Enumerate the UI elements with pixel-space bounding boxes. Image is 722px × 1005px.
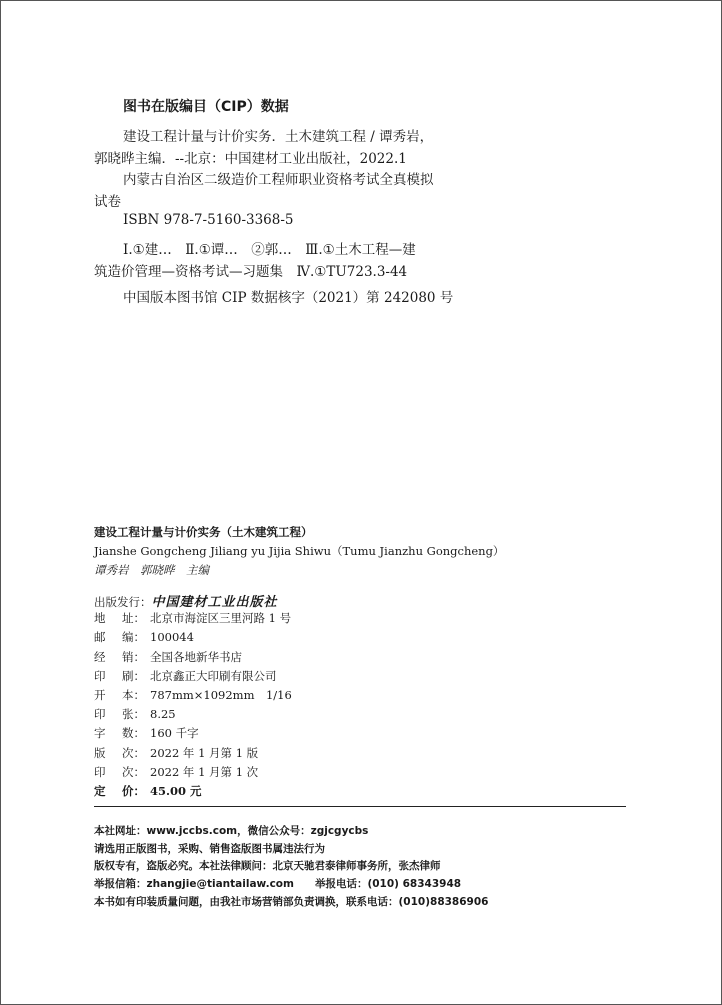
imprint-label [94,745,150,761]
imprint-label-part: 址： [122,611,145,626]
imprint-row [94,668,277,684]
publisher-logo: 中国建材工业出版社 [151,595,278,610]
imprint-label-part: 字 [94,726,106,741]
imprint-value: 45.00 元 [150,784,202,798]
imprint-label [94,594,152,610]
imprint-row [94,745,258,761]
imprint-row [94,649,242,665]
cip-line: 试卷 [94,194,121,210]
footer-piracy-notice: 请选用正版图书，采购、销售盗版图书属违法行为 [94,843,325,855]
imprint-label [94,629,150,645]
footer-report: 举报信箱：zhangjie@tiantailaw.com 举报电话：(010) 68343948 [94,878,462,890]
imprint-label-part: 印 [94,668,106,683]
footer-website: 本社网址：www.jccbs.com，微信公众号：zgjcgycbs [94,825,369,837]
cip-number: 中国版本图书馆 CIP 数据核字（2021）第 242080 号 [123,290,454,306]
imprint-row [94,610,291,626]
cip-heading: 图书在版编目（CIP）数据 [123,99,289,115]
book-pinyin-title: Jianshe Gongcheng Jiliang yu Jijia Shiwu（Tumu Jianzhu Gongcheng） [94,544,505,558]
imprint-label-part: 价： [122,784,145,798]
cip-line: 郭晓晔主编．--北京：中国建材工业出版社，2022.1 [94,151,407,167]
imprint-label [94,706,150,722]
imprint-row [94,725,199,741]
imprint-label [94,725,150,741]
imprint-label-part: 经 [94,649,106,664]
cip-line: 建设工程计量与计价实务．土木建筑工程 / 谭秀岩， [123,129,434,145]
cip-classification: Ⅰ.①建… Ⅱ.①谭… ②郭… Ⅲ.①土木工程—建 [123,242,416,258]
imprint-label [94,668,150,684]
imprint-row [94,783,202,799]
imprint-label-part: 邮 [94,630,106,645]
imprint-value: 100044 [150,630,194,645]
divider [94,806,626,807]
imprint-value: 160 千字 [150,726,199,741]
imprint-label [94,764,150,780]
footer-rights [94,858,441,873]
imprint-label-part: 印 [94,764,106,779]
imprint-value: 北京鑫正大印刷有限公司 [150,668,277,683]
imprint-label-part: 定 [94,784,106,798]
imprint-value: 2022 年 1 月第 1 版 [150,745,259,760]
imprint-value: 2022 年 1 月第 1 次 [150,764,259,779]
imprint-value: 8.25 [150,707,176,722]
legal-counsel: 本社法律顾问：北京天驰君泰律师事务所，张杰律师 [199,860,441,872]
imprint-row [94,591,278,610]
imprint-label-part: 本： [122,688,145,702]
imprint-label-part: 出版发 [94,595,129,609]
cip-isbn: ISBN 978-7-5160-3368-5 [123,212,294,228]
book-authors: 谭秀岩 郭晓晔 主编 [94,563,209,577]
imprint-row [94,687,292,703]
imprint-label [94,687,150,703]
rights-statement: 版权专有，盗版必究。 [94,860,199,872]
imprint-row [94,706,176,722]
imprint-row [94,764,258,780]
imprint-label-part: 张： [122,707,145,722]
imprint-value: 北京市海淀区三里河路 1 号 [150,611,292,626]
footer-quality: 本书如有印装质量问题，由我社市场营销部负责调换，联系电话：(010)88386906 [94,896,489,908]
imprint-label-part: 开 [94,688,106,702]
imprint-label-part: 印 [94,707,106,722]
imprint-label [94,610,150,626]
imprint-value: 787mm×1092mm 1/16 [150,688,292,702]
cip-line: 内蒙古自治区二级造价工程师职业资格考试全真模拟 [123,172,434,188]
imprint-label-part: 销： [122,649,145,664]
imprint-label-part: 行： [128,595,152,609]
imprint-label-part: 地 [94,611,106,626]
imprint-row [94,629,194,645]
imprint-label-part: 编： [122,630,145,645]
book-title: 建设工程计量与计价实务（土木建筑工程） [94,525,313,539]
imprint-label-part: 刷： [122,668,145,683]
cip-classification: 筑造价管理—资格考试—习题集 Ⅳ.①TU723.3-44 [94,264,408,280]
imprint-value: 全国各地新华书店 [150,649,242,664]
imprint-label [94,649,150,665]
imprint-label-part: 次： [122,764,145,779]
imprint-label-part: 次： [122,745,145,760]
imprint-label [94,783,150,799]
imprint-label-part: 版 [94,745,106,760]
imprint-label-part: 数： [122,726,145,741]
